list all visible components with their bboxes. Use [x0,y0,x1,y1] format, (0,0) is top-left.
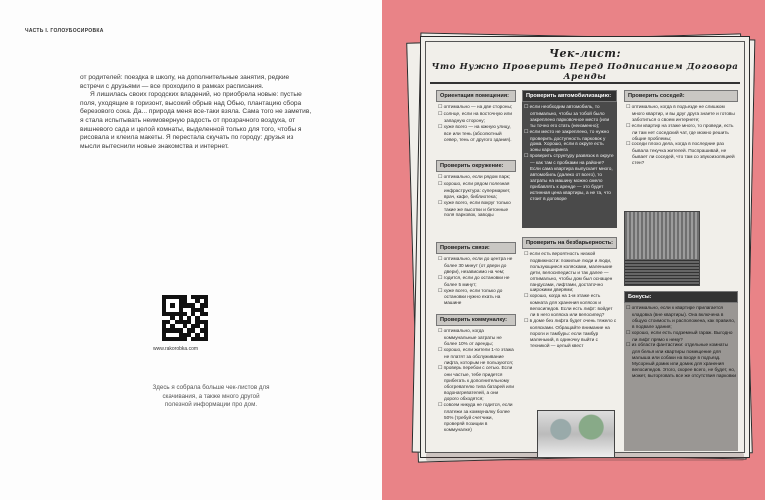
bonuses-list [624,303,738,451]
checklist-item: ☐ если есть вероятность низкой подвижности: пожилые люди и люди, пользующиеся колясками, маленькие дети, велосипедисты и так далее — оптимально, чтобы дом был оснащен пандусами, лифтами, достаточно широкими дверями; [524,251,617,293]
checklist-item: ☐ оптимально, если рядом парк; [438,174,514,181]
checklist-item: ☐ хуже всего, если только до остановки нужно ехать на машине [438,288,514,307]
barrier-free-heading: Проверить на безбарьерность: [522,237,617,249]
environment-heading: Проверить окружение: [436,160,516,172]
qr-code-icon[interactable] [162,295,208,341]
checklist-item: ☐ оптимально — на две стороны; [438,104,514,111]
checklist-item: ☐ проверить структуру развязок в округе — как там с пробками на районе? Если сама квартира выпускает много, автомобиль (далеко от всего), то затраты на машину можно смело прибавлять к аренде — это будет истинная цена квартиры, а не та, что стоит в договоре [524,153,615,201]
newspaper-subtitle: Что Нужно Проверить Перед Подписанием Договора Аренды [431,62,739,82]
barrier-free-list [524,251,617,405]
checklist-item: ☐ совсем никуда не годится, если платежи за коммуналку более 50% (требуй счетчики, проверяй позиции в коммуналке) [438,402,514,433]
environment-list [438,174,514,238]
paragraph-1: от родителей: поездка в школу, на дополнительные занятия, редкие встречи с друзьями — все проходило в рамках расписания. [80,74,290,90]
checklist-item: ☐ солнце, если на восточную или западную сторону; [438,111,514,124]
orientation-list [438,104,514,156]
checklist-item: ☐ годится, если до остановки не более 5 минут; [438,275,514,288]
checklist-item: ☐ оптимально, когда в подъезде не слишком много квартир, и вы друг друга знаете и готовы заботиться о своем интернете; [626,104,738,123]
checklist-item: ☐ хуже всего, если вокруг только такие же высотки и бетонные поля парковок, заводы [438,200,514,219]
checklist-item: ☐ хорошо, если рядом полезная инфраструктура: супермаркет, врач, кафе, библиотека; [438,181,514,200]
checklist-item: ☐ если место не закреплено, то нужно проверить доступность парковок у дома. Хорошо, если в округе есть зоны карширинга [524,129,615,154]
qr-caption: Здесь я собрала больше чек-листов для скачивания, а также много другой полезной информации про дом. [152,384,270,409]
website-link[interactable]: www.rakorobka.com [153,346,199,352]
checklist-item: ☐ оптимально, если к квартире прилагается кладовка (вне квартиры). Она включена в общую стоимость и расположена, как правило, в подвале здания; [626,305,736,330]
bonuses-heading: Бонусы: [624,291,738,303]
checklist-item: ☐ соседи плохо дела, когда в последние раз бывала текучка жителей. Поспрашивай, не бывает ли соседей, что там со звукоизоляцией стен? [626,141,738,166]
utilities-heading: Проверить коммуналку: [436,314,516,326]
checklist-item: ☐ в доме без лифта будет очень тяжело с колясками. Обращайте внимание на пороги и тамбуры: если тамбур маленький, в одиночку выйти с техникой — целый квест [524,318,617,349]
newspaper-masthead [430,44,740,84]
checklist-item: ☐ если квартир на этаже много, то проведи, есть ли там нет соседский чат, где можно решить общие проблемы; [626,123,738,142]
checklist-item: ☐ хорошо, если жители 1-го этажа не платят за обслуживание лифта, которым не пользуются; [438,347,514,366]
checklist-item: ☐ оптимально, когда коммунальные затраты не более 10% от аренды; [438,328,514,347]
city-photo [624,211,700,286]
auto-list [522,102,617,228]
park-photo [537,410,615,458]
orientation-heading: Ориентация помещения: [436,90,516,102]
transport-heading: Проверить связи: [436,242,516,254]
body-text [80,74,315,151]
auto-heading: Проверить автомобилизацию: [522,90,617,102]
paragraph-2: Я лишилась своих городских владений, но приобрела новые: пустые поля, уходящие в горизонт, высокий обрыв над Обью, плантацию сбора березового сока. Да... природа меня все-таки взяла. Сама того не заметив, я стала испытывать неимоверную радость от прозрачного воздуха, от вишневого сада и целой комнаты, выделенной только для того, чтобы я рисовала и клеила макеты. Я перестала скучать по городу: друзья из мысли вытеснили новые знакомства и интернет. [80,91,312,150]
checklist-item: ☐ хуже всего — на южную улицу, все или тень (абсолютный север, тень от другого здания). [438,124,514,143]
checklist-item: ☐ хорошо, когда на 1-м этаже есть комната для хранения колясок и велосипедов. Если есть лифт: войдет ли в него коляска или велосипед? [524,293,617,318]
checklist-item: ☐ хорошо, если есть подземный гараж. Выгодно ли лифт прямо к нему? [626,330,736,343]
transport-list [438,256,514,312]
running-header: ЧАСТЬ I. ГОЛОУБОСИРОВКА [25,28,104,34]
utilities-list [438,328,514,448]
checklist-item: ☐ из области фантастики: отдельные комнаты для белья или квартиры помещение для малыша или собаки на входе в подъезд. Мусорный домик или домик для хранения велосипедов. Этого, скорее всего, не будет, но, может, выторговать все же отсутствия парковки [626,342,736,378]
neighbors-list [626,104,738,208]
checklist-item: ☐ проверь перебои с сетью. Если они частые, тебе придется прибегать к дополнительному обогревателю типа батарей или водонагревателей, а они дорого обходятся; [438,365,514,401]
checklist-item: ☐ оптимально, если до центра не более 30 минут (от двери до двери), независимо на чем; [438,256,514,275]
newspaper-title: Чек-лист: [549,47,621,60]
checklist-item: ☐ если необходим автомобиль, то оптимально, чтобы за тобой было закреплено парковочное место (или ты точно его стать (неизменно); [524,104,615,129]
neighbors-heading: Проверить соседей: [624,90,738,102]
